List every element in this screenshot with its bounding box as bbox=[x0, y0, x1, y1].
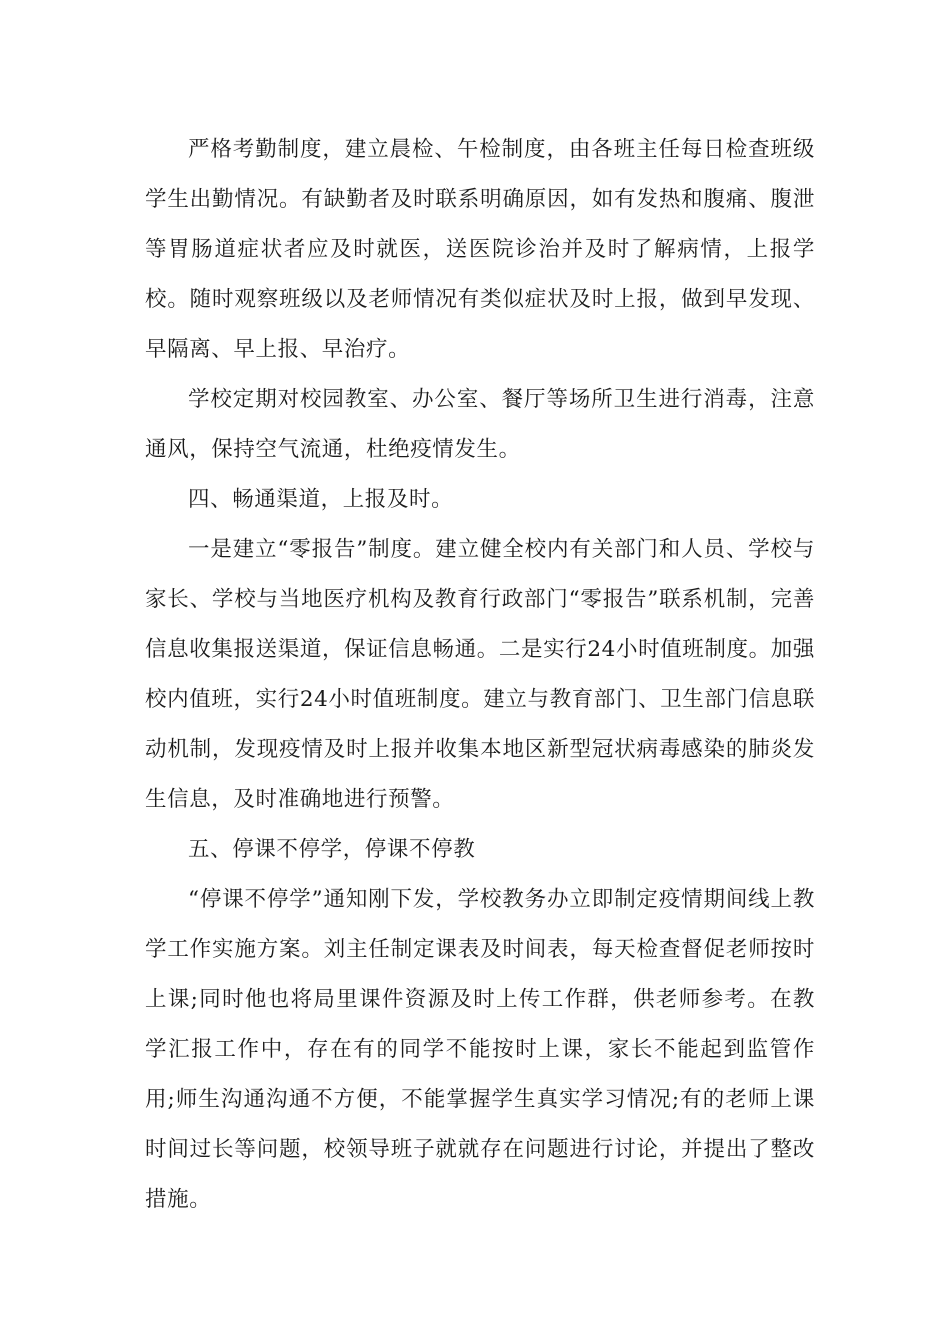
paragraph-online-teaching: “停课不停学”通知刚下发，学校教务办立即制定疫情期间线上教学工作实施方案。刘主任制定课表及时间表，每天检查督促老师按时上课;同时他也将局里课件资源及时上传工作群，供老师参考。在教学汇报工作中，存在有的同学不能按时上课，家长不能起到监管作用;师生沟通沟通不方便，不能掌握学生真实学习情况;有的老师上课时间过长等问题，校领导班子就就存在问题进行讨论，并提出了整改措施。 bbox=[145, 887, 815, 1212]
paragraph-disinfection: 学校定期对校园教室、办公室、餐厅等场所卫生进行消毒，注意通风，保持空气流通，杜绝疫情发生。 bbox=[145, 387, 815, 462]
paragraph-attendance: 严格考勤制度，建立晨检、午检制度，由各班主任每日检查班级学生出勤情况。有缺勤者及时联系明确原因，如有发热和腹痛、腹泄等胃肠道症状者应及时就医，送医院诊治并及时了解病情，上报学校。随时观察班级以及老师情况有类似症状及时上报，做到早发现、早隔离、早上报、早治疗。 bbox=[145, 137, 815, 362]
document-body bbox=[145, 125, 815, 1225]
section-heading-4: 四、畅通渠道，上报及时。 bbox=[188, 487, 454, 512]
paragraph-zero-report: 一是建立“零报告”制度。建立健全校内有关部门和人员、学校与家长、学校与当地医疗机构及教育行政部门“零报告”联系机制，完善信息收集报送渠道，保证信息畅通。二是实行24小时值班制度。加强校内值班，实行24小时值班制度。建立与教育部门、卫生部门信息联动机制，发现疫情及时上报并收集本地区新型冠状病毒感染的肺炎发生信息，及时准确地进行预警。 bbox=[145, 537, 815, 812]
section-heading-5: 五、停课不停学，停课不停教 bbox=[188, 837, 476, 862]
